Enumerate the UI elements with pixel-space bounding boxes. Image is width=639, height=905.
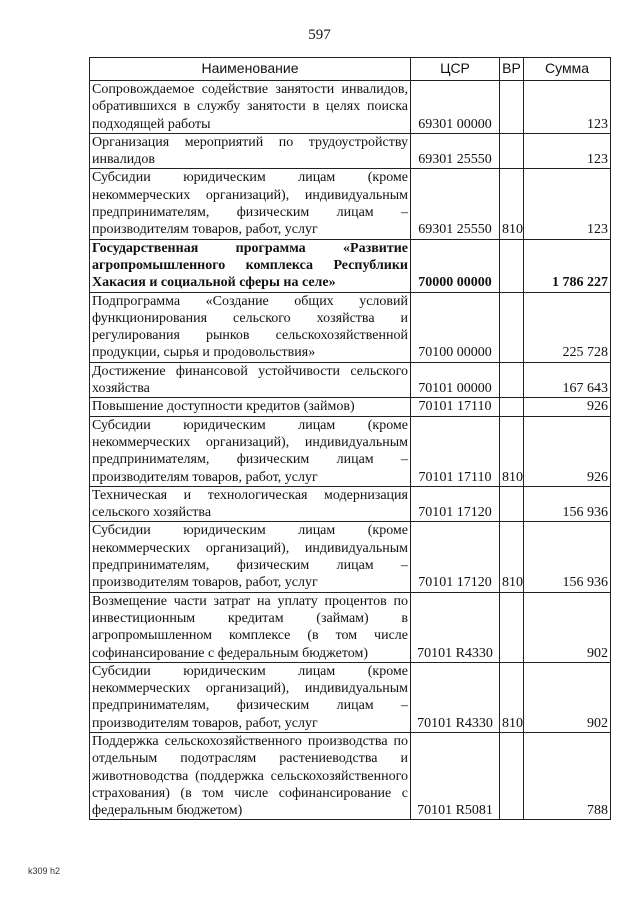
row-sum-cell: 1 786 227 <box>524 239 611 292</box>
row-vr-cell: 810 <box>500 662 524 732</box>
table-row <box>90 133 611 169</box>
row-name-cell: Сопровождаемое содействие занятости инвалидов, обратившихся в службу занятости в целях поиска подходящей работы <box>90 81 411 134</box>
footer-code: k309 h2 <box>28 866 61 876</box>
table-row <box>90 592 611 662</box>
row-vr-cell <box>500 398 524 416</box>
row-vr-cell <box>500 133 524 169</box>
row-name-cell: Субсидии юридическим лицам (кроме некоммерческих организаций), индивидуальным предпринимателям, физическим лицам – производителям товаров, работ, услуг <box>90 522 411 592</box>
table-row <box>90 398 611 416</box>
table-row <box>90 416 611 486</box>
table-row <box>90 732 611 819</box>
row-csr-cell: 69301 00000 <box>411 81 500 134</box>
row-csr-cell: 70101 17110 <box>411 416 500 486</box>
row-name-cell: Субсидии юридическим лицам (кроме некоммерческих организаций), индивидуальным предпринимателям, физическим лицам – производителям товаров, работ, услуг <box>90 662 411 732</box>
row-csr-cell: 70101 17110 <box>411 398 500 416</box>
row-name-cell: Повышение доступности кредитов (займов) <box>90 398 411 416</box>
row-vr-cell <box>500 81 524 134</box>
header-sum: Сумма <box>524 58 611 81</box>
row-name-cell: Достижение финансовой устойчивости сельского хозяйства <box>90 362 411 398</box>
row-csr-cell: 70101 R4330 <box>411 662 500 732</box>
table-row <box>90 486 611 522</box>
table-row <box>90 522 611 592</box>
row-sum-cell: 926 <box>524 398 611 416</box>
header-vr: ВР <box>500 58 524 81</box>
row-vr-cell <box>500 239 524 292</box>
row-vr-cell: 810 <box>500 416 524 486</box>
table-row <box>90 169 611 239</box>
row-sum-cell: 902 <box>524 592 611 662</box>
row-sum-cell: 123 <box>524 169 611 239</box>
table-row <box>90 292 611 362</box>
row-sum-cell: 156 936 <box>524 486 611 522</box>
row-name-cell: Субсидии юридическим лицам (кроме некоммерческих организаций), индивидуальным предпринимателям, физическим лицам – производителям товаров, работ, услуг <box>90 416 411 486</box>
row-vr-cell <box>500 732 524 819</box>
row-csr-cell: 69301 25550 <box>411 169 500 239</box>
budget-table <box>89 57 611 820</box>
row-sum-cell: 788 <box>524 732 611 819</box>
row-vr-cell <box>500 292 524 362</box>
row-sum-cell: 156 936 <box>524 522 611 592</box>
row-csr-cell: 70101 17120 <box>411 486 500 522</box>
row-sum-cell: 225 728 <box>524 292 611 362</box>
page-number: 597 <box>308 27 331 43</box>
table-row <box>90 662 611 732</box>
row-sum-cell: 167 643 <box>524 362 611 398</box>
row-csr-cell: 70101 R5081 <box>411 732 500 819</box>
row-name-cell: Техническая и технологическая модернизация сельского хозяйства <box>90 486 411 522</box>
header-name: Наименование <box>90 58 411 81</box>
row-sum-cell: 123 <box>524 81 611 134</box>
row-vr-cell: 810 <box>500 169 524 239</box>
row-csr-cell: 70101 17120 <box>411 522 500 592</box>
row-name-cell: Организация мероприятий по трудоустройству инвалидов <box>90 133 411 169</box>
row-name-cell: Поддержка сельскохозяйственного производства по отдельным подотраслям растениеводства и животноводства (поддержка сельскохозяйственного страхования) (в том числе софинансирование с федеральным бюджетом) <box>90 732 411 819</box>
table-row <box>90 81 611 134</box>
row-csr-cell: 70101 R4330 <box>411 592 500 662</box>
table-row <box>90 239 611 292</box>
row-vr-cell: 810 <box>500 522 524 592</box>
row-name-cell: Возмещение части затрат на уплату процентов по инвестиционным кредитам (займам) в агропромышленном комплексе (в том числе софинансирование с федеральным бюджетом) <box>90 592 411 662</box>
header-csr: ЦСР <box>411 58 500 81</box>
row-vr-cell <box>500 592 524 662</box>
table-body <box>90 81 611 820</box>
row-name-cell: Субсидии юридическим лицам (кроме некоммерческих организаций), индивидуальным предпринимателям, физическим лицам – производителям товаров, работ, услуг <box>90 169 411 239</box>
row-csr-cell: 70100 00000 <box>411 292 500 362</box>
row-csr-cell: 69301 25550 <box>411 133 500 169</box>
row-sum-cell: 123 <box>524 133 611 169</box>
table-header-row <box>90 58 611 81</box>
row-sum-cell: 926 <box>524 416 611 486</box>
row-vr-cell <box>500 362 524 398</box>
row-name-cell: Подпрограмма «Создание общих условий функционирования сельского хозяйства и регулирования рынков сельскохозяйственной продукции, сырья и продовольствия» <box>90 292 411 362</box>
table-row <box>90 362 611 398</box>
row-name-cell: Государственная программа «Развитие агропромышленного комплекса Республики Хакасия и социальной сферы на селе» <box>90 239 411 292</box>
row-vr-cell <box>500 486 524 522</box>
row-csr-cell: 70101 00000 <box>411 362 500 398</box>
row-csr-cell: 70000 00000 <box>411 239 500 292</box>
row-sum-cell: 902 <box>524 662 611 732</box>
